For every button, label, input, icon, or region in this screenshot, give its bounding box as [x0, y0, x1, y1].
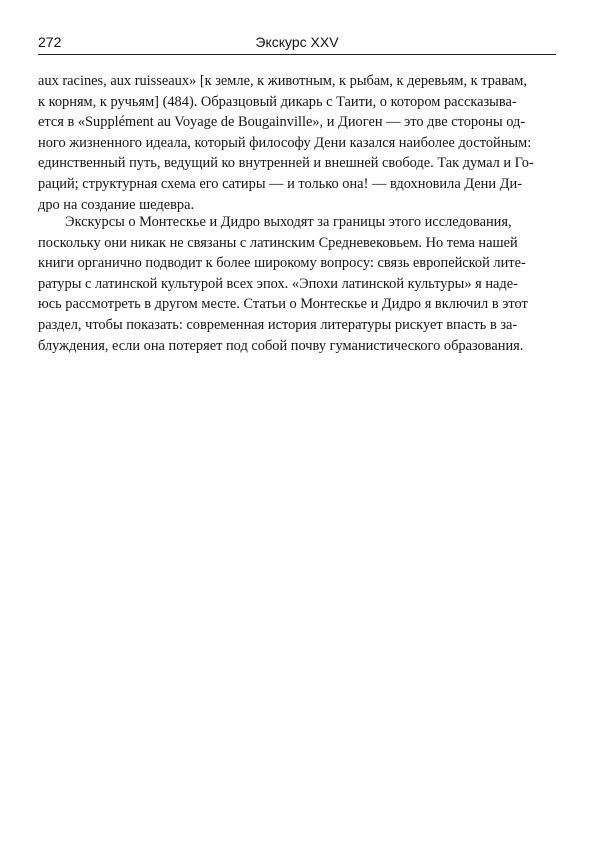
text-line: поскольку они никак не связаны с латинским Средневековьем. Но тема нашей	[38, 234, 518, 251]
text-line: ного жизненного идеала, который философу Дени казался наиболее достойным:	[38, 134, 532, 151]
text-line: к корням, к ручьям] (484). Образцовый дикарь с Таити, о котором рассказыва-	[38, 93, 517, 110]
page-number: 272	[38, 34, 62, 50]
paragraph-continuation	[38, 71, 556, 215]
header-divider	[38, 54, 556, 55]
text-line: книги органично подводит к более широкому вопросу: связь европейской лите-	[38, 255, 526, 272]
text-line: aux racines, aux ruisseaux» [к земле, к животным, к рыбам, к деревьям, к травам,	[38, 73, 528, 89]
running-title: Экскурс XXV	[255, 34, 339, 50]
text-line: ется в «Supplément au Voyage de Bougainville», и Диоген — это две стороны од-	[38, 114, 526, 131]
text-line: ратуры с латинской культурой всех эпох. «Эпохи латинской культуры» я наде-	[38, 275, 518, 292]
text-line: раций; структурная схема его сатиры — и только она! — вдохновила Дени Ди-	[38, 175, 522, 192]
paragraph-conclusion	[38, 212, 556, 356]
text-line: дро на создание шедевра.	[38, 196, 195, 213]
text-line: юсь рассмотреть в другом месте. Статьи о Монтескье и Дидро я включил в этот	[38, 296, 528, 313]
text-line: Экскурсы о Монтескье и Дидро выходят за границы этого исследования,	[65, 214, 512, 230]
text-line: раздел, чтобы показать: современная история литературы рискует впасть в за-	[38, 316, 518, 333]
running-head	[38, 31, 556, 53]
text-line: единственный путь, ведущий ко внутренней и внешней свободе. Так думал и Го-	[38, 155, 534, 172]
text-line: блуждения, если она потеряет под собой почву гуманистического образования.	[38, 337, 524, 354]
